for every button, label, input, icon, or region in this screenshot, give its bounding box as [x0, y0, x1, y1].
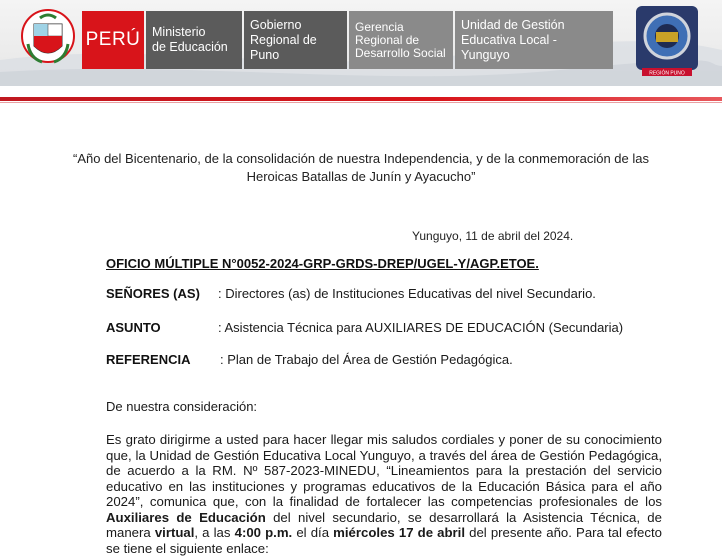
document-date: Yunguyo, 11 de abril del 2024. [412, 229, 574, 243]
header-thin-rule [0, 102, 722, 103]
field-value-senores: : Directores (as) de Instituciones Educativas del nivel Secundario. [218, 286, 596, 301]
ugel-box [455, 11, 613, 69]
regional-government-box [244, 11, 347, 69]
field-label-referencia: REFERENCIA [106, 352, 191, 367]
field-label-senores: SEÑORES (AS) [106, 286, 200, 301]
body-bold-date: miércoles 17 de abril [333, 525, 465, 540]
body-bold-auxiliares: Auxiliares de Educación [106, 509, 266, 525]
social-development-box [349, 11, 453, 69]
logo-caption: REGIÓN PUNO [649, 70, 685, 77]
greeting: De nuestra consideración: [106, 399, 258, 414]
field-label-asunto: ASUNTO [106, 320, 161, 335]
ugel-label: Unidad de Gestión Educativa Local - Yunguyo [461, 17, 565, 62]
body-text-part-4: el día [292, 525, 334, 540]
body-text-part-2: del nivel secundario, se desarrollará la Asistencia Técnica, de manera [106, 509, 662, 540]
body-text-part-1: Es grato dirigirme a usted para hacer llegar mis saludos cordiales y poner de su conocimiento que, la Unidad de Gestión Educativa Local Yunguyo, a través del área de Gestión Pedagógica, de acuerdo a la RM. Nº 587-2023-MINEDU, “Lineamientos para la prestación del servicio educativo en las instituciones y programas educativos de la Educación Básica para el año 2024”, comunica que, con la finalidad de fortalecer las competencias profesionales de los [106, 432, 662, 509]
body-bold-virtual: virtual [154, 525, 195, 540]
letterhead-banner [0, 0, 722, 86]
ministry-box [146, 11, 242, 69]
ministry-label: Ministerio de Educación [152, 25, 228, 54]
peru-coat-of-arms-icon [20, 8, 76, 72]
body-paragraph [106, 432, 662, 556]
oficio-number: OFICIO MÚLTIPLE N°0052-2024-GRP-GRDS-DREP/UGEL-Y/AGP.ETOE. [106, 256, 539, 271]
social-development-label: Gerencia Regional de Desarrollo Social [355, 19, 446, 60]
peru-label: PERÚ [85, 29, 141, 50]
body-text-part-3: , a las [194, 525, 235, 540]
body-bold-time: 4:00 p.m. [234, 525, 293, 540]
peru-brand-box [82, 11, 144, 69]
region-puno-logo-icon [632, 4, 702, 80]
header-red-rule [0, 97, 722, 101]
field-value-asunto: : Asistencia Técnica para AUXILIARES DE EDUCACIÓN (Secundaria) [218, 320, 624, 335]
year-motto: “Año del Bicentenario, de la consolidación de nuestra Independencia, y de la conmemoración de las Heroicas Batallas de Junín y Ayacucho” [73, 151, 649, 184]
regional-government-label: Gobierno Regional de Puno [250, 17, 317, 62]
body-text-part-5: del presente año. Para tal efecto se tiene el siguiente enlace: [106, 525, 662, 556]
field-value-referencia: : Plan de Trabajo del Área de Gestión Pedagógica. [220, 352, 513, 367]
